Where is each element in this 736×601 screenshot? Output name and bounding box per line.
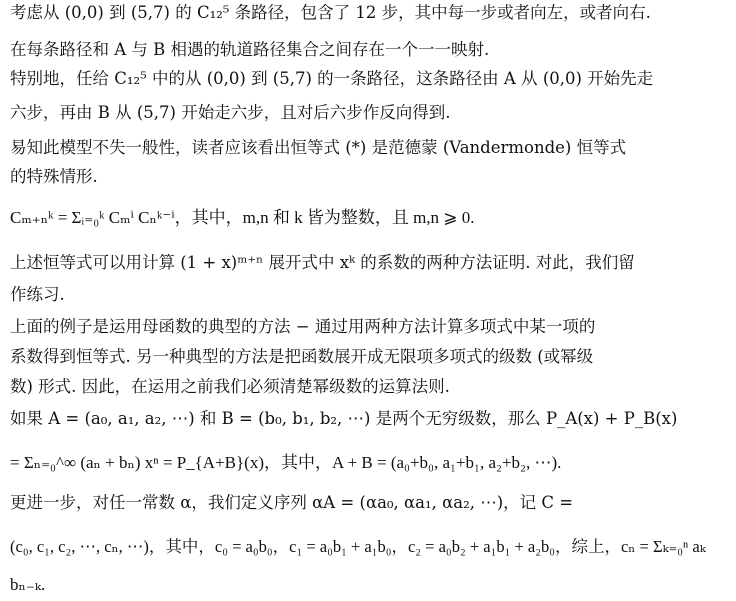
text-line-2: 在每条路径和 A 与 B 相遇的轨道路径集合之间存在一个一一映射. [10, 40, 490, 59]
text-line-3: 特别地，任给 C₁₂⁵ 中的从 (0,0) 到 (5,7) 的一条路径，这条路径由 A 从 (0,0) 开始先走 [10, 69, 654, 88]
text-line-13: 如果 A = (a₀, a₁, a₂, ⋯) 和 B = (b₀, b₁, b₂, ⋯) 是两个无穷级数，那么 P_A(x) + P_B(x) [10, 409, 678, 428]
text-line-9: 作练习. [10, 285, 65, 304]
text-line-17: bₙ₋ₖ. [10, 575, 46, 594]
text-line-11: 系数得到恒等式. 另一种典型的方法是把函数展开成无限项多项式的级数 (或幂级 [10, 347, 594, 366]
text-line-6: 的特殊情形. [10, 167, 98, 186]
text-line-1: 考虑从 (0,0) 到 (5,7) 的 C₁₂⁵ 条路径，包含了 12 步，其中每一步或者向左，或者向右. [10, 3, 651, 22]
text-line-15: 更进一步，对任一常数 α，我们定义序列 αA = (αa₀, αa₁, αa₂, ⋯)，记 C = [10, 493, 574, 512]
convolution-formula: (c₀, c₁, c₂, ⋯, cₙ, ⋯)，其中，c₀ = a₀b₀，c₁ = a₀b₁ + a₁b₀，c₂ = a₀b₂ + a₁b₁ + a₂b₀，综上，cₙ = Σₖ₌₀ⁿ aₖ [10, 537, 706, 556]
text-line-4: 六步，再由 B 从 (5,7) 开始走六步，且对后六步作反向得到. [10, 103, 451, 122]
vandermonde-identity: Cₘ₊ₙᵏ = Σᵢ₌₀ᵏ Cₘⁱ Cₙᵏ⁻ⁱ，其中，m,n 和 k 皆为整数，且 m,n ⩾ 0. [10, 208, 475, 227]
text-line-12: 数) 形式. 因此，在运用之前我们必须清楚幂级数的运算法则. [10, 377, 450, 396]
series-sum-formula: = Σₙ₌₀^∞ (aₙ + bₙ) xⁿ = P_{A+B}(x)，其中，A + B = (a₀+b₀, a₁+b₁, a₂+b₂, ⋯). [10, 453, 562, 472]
text-line-5: 易知此模型不失一般性，读者应该看出恒等式 (*) 是范德蒙 (Vandermonde) 恒等式 [10, 138, 627, 157]
text-line-8: 上述恒等式可以用计算 (1 + x)ᵐ⁺ⁿ 展开式中 xᵏ 的系数的两种方法证明. 对此，我们留 [10, 253, 635, 272]
text-line-10: 上面的例子是运用母函数的典型的方法 − 通过用两种方法计算多项式中某一项的 [10, 317, 596, 336]
